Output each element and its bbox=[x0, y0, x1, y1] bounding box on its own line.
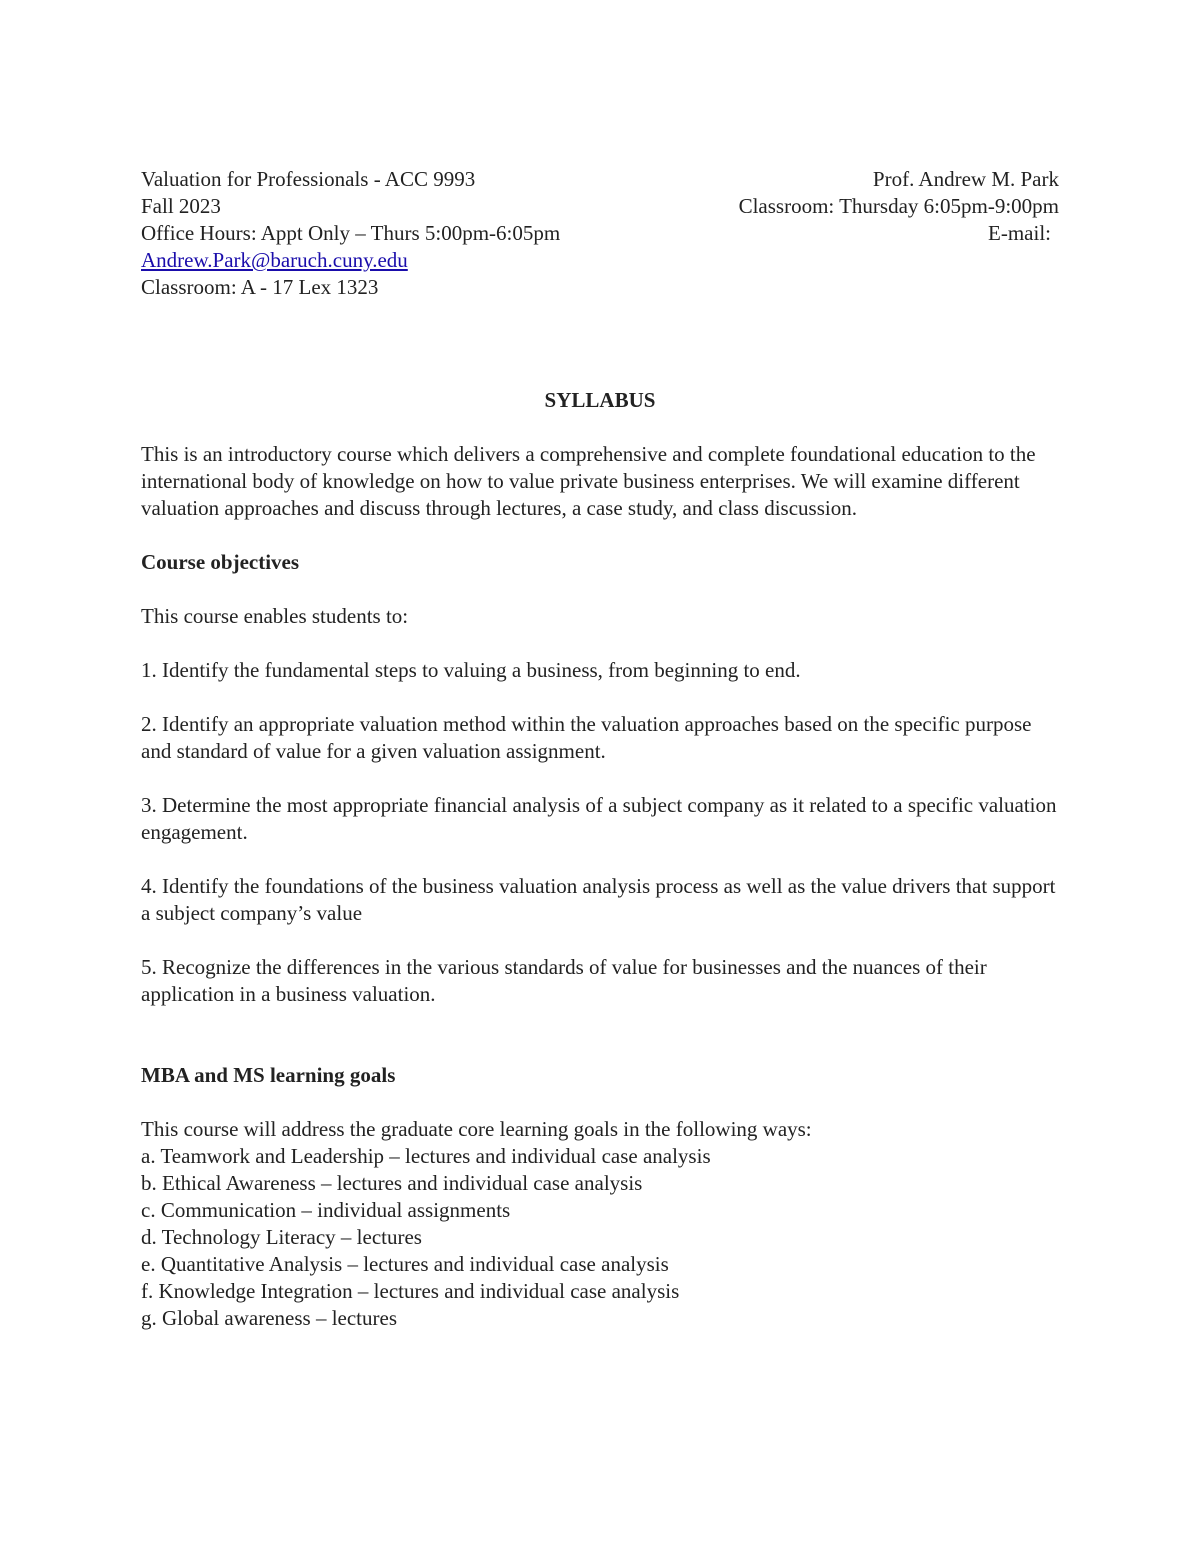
learning-goals-lead: This course will address the graduate core learning goals in the following ways: bbox=[141, 1117, 812, 1141]
objective-item-4: 4. Identify the foundations of the business valuation analysis process as well as the value drivers that support a subject company’s value bbox=[141, 874, 1056, 925]
syllabus-title: SYLLABUS bbox=[544, 388, 656, 412]
header-row-2 bbox=[141, 193, 1059, 220]
term: Fall 2023 bbox=[141, 194, 221, 218]
objectives-lead: This course enables students to: bbox=[141, 604, 409, 628]
list-item: c. Communication – individual assignments bbox=[141, 1198, 511, 1222]
classroom-time: Classroom: Thursday 6:05pm-9:00pm bbox=[738, 194, 1059, 218]
intro-paragraph: This is an introductory course which delivers a comprehensive and complete foundational education to the international body of knowledge on how to value private business enterprises. We will examine different valuation approaches and discuss through lectures, a case study, and class discussion. bbox=[141, 442, 1036, 520]
objective-item-5: 5. Recognize the differences in the various standards of value for businesses and the nuances of their application in a business valuation. bbox=[141, 955, 987, 1006]
email-link[interactable]: Andrew.Park@baruch.cuny.edu bbox=[141, 248, 408, 272]
document-page bbox=[141, 166, 1059, 1332]
header-row-1 bbox=[141, 166, 1059, 193]
list-item: g. Global awareness – lectures bbox=[141, 1306, 397, 1330]
list-item: e. Quantitative Analysis – lectures and individual case analysis bbox=[141, 1252, 669, 1276]
list-item: f. Knowledge Integration – lectures and individual case analysis bbox=[141, 1279, 680, 1303]
objective-item-2: 2. Identify an appropriate valuation method within the valuation approaches based on the specific purpose and standard of value for a given valuation assignment. bbox=[141, 712, 1032, 763]
learning-goals-heading: MBA and MS learning goals bbox=[141, 1063, 396, 1087]
header-row-3 bbox=[141, 220, 1059, 247]
professor-name: Prof. Andrew M. Park bbox=[872, 167, 1059, 191]
objective-item-3: 3. Determine the most appropriate financial analysis of a subject company as it related to a specific valuation engagement. bbox=[141, 793, 1057, 844]
list-item: b. Ethical Awareness – lectures and individual case analysis bbox=[141, 1171, 643, 1195]
objective-item-1: 1. Identify the fundamental steps to valuing a business, from beginning to end. bbox=[141, 658, 801, 682]
objectives-heading: Course objectives bbox=[141, 550, 300, 574]
header-row-4 bbox=[141, 247, 1059, 274]
list-item: a. Teamwork and Leadership – lectures and individual case analysis bbox=[141, 1144, 711, 1168]
learning-goals-list bbox=[141, 1143, 1059, 1332]
classroom-location: Classroom: A - 17 Lex 1323 bbox=[141, 275, 379, 299]
office-hours: Office Hours: Appt Only – Thurs 5:00pm-6:05pm bbox=[141, 221, 561, 245]
list-item: d. Technology Literacy – lectures bbox=[141, 1225, 422, 1249]
course-title: Valuation for Professionals - ACC 9993 bbox=[141, 167, 476, 191]
email-label: E-mail: bbox=[988, 221, 1051, 245]
